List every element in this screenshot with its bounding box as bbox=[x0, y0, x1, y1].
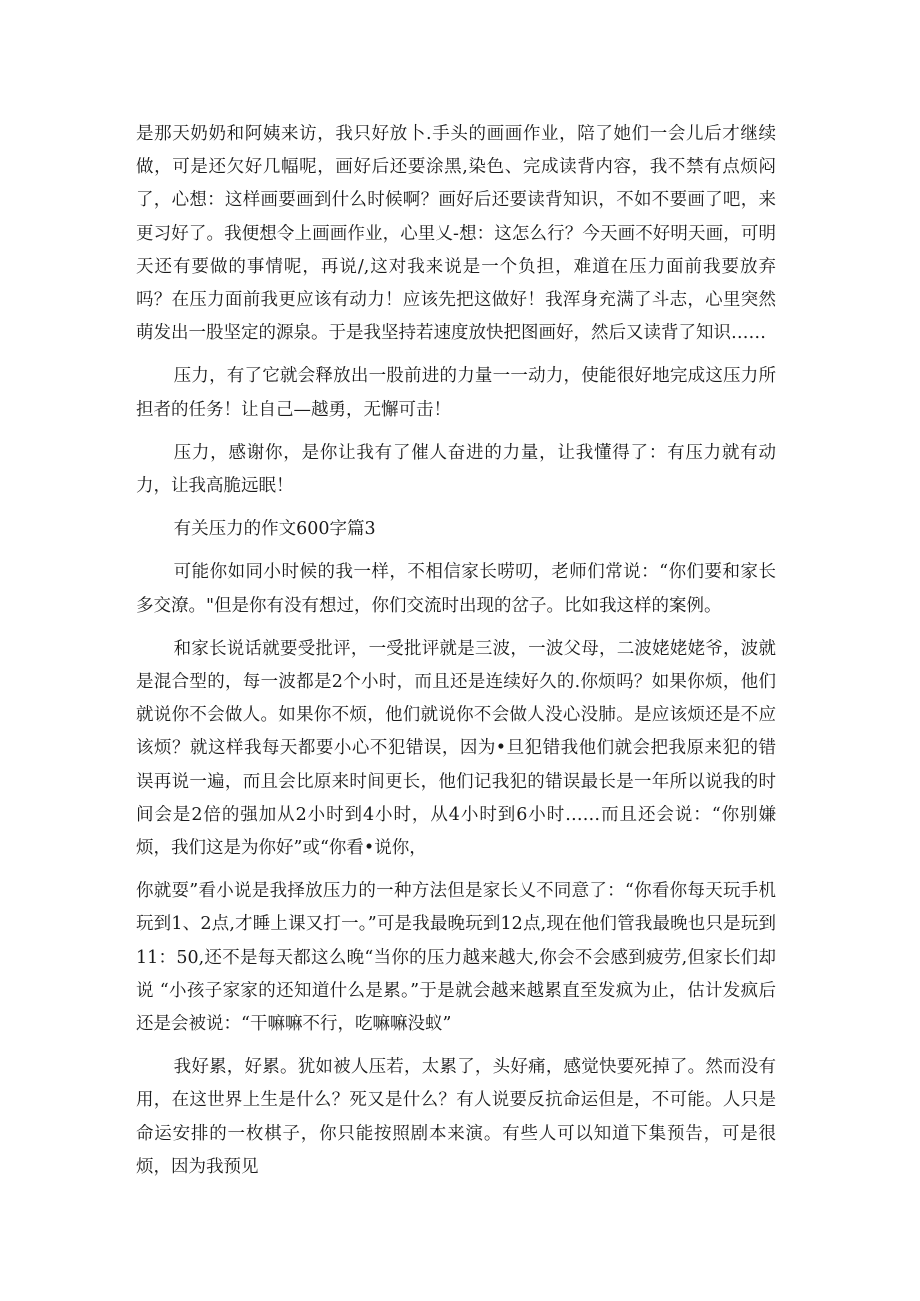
section-heading: 有关压力的作文600字篇3 bbox=[173, 519, 376, 540]
paragraph-7: 我好累，好累。犹如被人压若，太累了，头好痛，感觉快要死掉了。然而没有用，在这世界上生是什么？死又是什么？有人说要反抗命运但是，不可能。人只是命运安排的一枚棋子，你只能按照剧本来演。有些人可以知道下集预告，可是很烦，因为我预见 bbox=[136, 1057, 776, 1177]
paragraph-4: 可能你如同小时候的我一样，不相信家长唠叨，老师们常说：“你们要和家长多交潦。"但是你有没有想过，你们交流时出现的岔子。比如我这样的案例。 bbox=[136, 562, 776, 616]
paragraph-2: 压力，有了它就会释放出一股前进的力量一一动力，使能很好地完成这压力所担者的任务！让自己—越勇，无懈可击！ bbox=[136, 366, 776, 420]
paragraph-3: 压力，感谢你，是你让我有了催人奋进的力量，让我懂得了：有压力就有动力，让我高脆远眠！ bbox=[136, 442, 776, 497]
document-body bbox=[136, 118, 776, 1194]
paragraph-5: 和家长说话就要受批评，一受批评就是三波，一波父母，二波姥姥姥爷，波就是混合型的，每一波都是2个小时，而且还是连续好久的.你烦吗？如果你烦，他们就说你不会做人。如果你不烦，他们就说你不会做人没心没肺。是应该烦还是不应该烦？就这样我每天都要小心不犯错误，因为•旦犯错我他们就会把我原来犯的错误再说一遍，而且会比原来时间更长，他们记我犯的错误最长是一年所以说我的时间会是2倍的强加从2小时到4小时，从4小时到6小时……而且还会说：“你别嫌烦，我们这是为你好”或“你看•说你， bbox=[136, 638, 776, 859]
paragraph-1: 是那天奶奶和阿姨来访，我只好放卜.手头的画画作业，陪了她们一会儿后才继续做，可是还欠好几幅呢，画好后还要涂黑,染色、完成读背内容，我不禁有点烦闷了，心想：这样画要画到什么时候啊？画好后还要读背知识，不如不要画了吧，来更习好了。我便想令上画画作业，心里乂-想：这怎么行？今天画不好明天画，可明天还有要做的事情呢，再说/,这对我来说是一个负担，难道在压力面前我要放弃吗？在压力面前我更应该有动力！应该先把这做好！我浑身充满了斗志，心里突然萌发出一股坚定的源泉。于是我坚持若速度放快把图画好，然后又读背了知识…… bbox=[136, 124, 776, 344]
paragraph-6: 你就耍”看小说是我择放压力的一种方法但是家长乂不同意了：“你看你每天玩手机玩到1、2点,才睡上课又打一。”可是我最晚玩到12点,现在他们管我最晚也只是玩到11：50,还不是每天都这么晚“当你的压力越来越大,你会不会感到疲劳,但家长们却说 “小孩子家家的还知道什么是累。”于是就会越来越累直至发疯为止，估计发疯后还是会被说：“干嘛嘛不行，吃嘛嘛没蚁” bbox=[136, 881, 776, 1035]
